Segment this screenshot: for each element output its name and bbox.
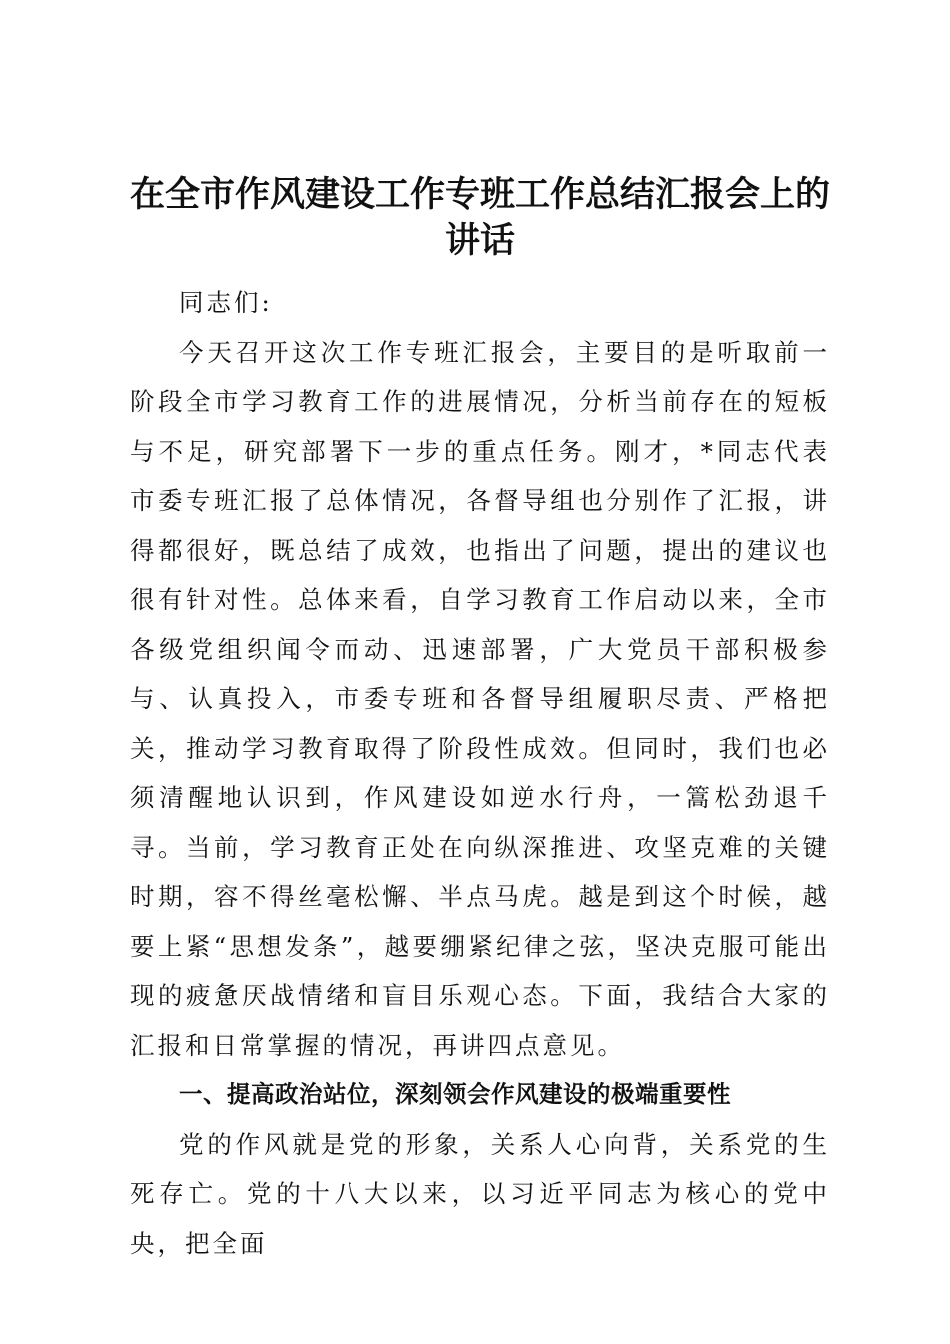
title-line-1: 在全市作风建设工作专班工作总结汇报会上的: [129, 175, 830, 215]
document-page: [130, 172, 830, 1268]
section-1-heading: 一、提高政治站位，深刻领会作风建设的极端重要性: [179, 1080, 731, 1108]
greeting: 同志们:: [179, 288, 273, 317]
title-line-2: 讲话: [444, 221, 515, 261]
document-title: [110, 172, 850, 264]
section-1-paragraph: 党的作风就是党的形象，关系人心向背，关系党的生死存亡。党的十八大以来，以习近平同志为核心的党中央，把全面: [130, 1129, 830, 1258]
intro-paragraph: 今天召开这次工作专班汇报会，主要目的是听取前一阶段全市学习教育工作的进展情况，分析当前存在的短板与不足，研究部署下一步的重点任务。刚才，*同志代表市委专班汇报了总体情况，各督导组也分别作了汇报，讲得都很好，既总结了成效，也指出了问题，提出的建议也很有针对性。总体来看，自学习教育工作启动以来，全市各级党组织闻令而动、迅速部署，广大党员干部积极参与、认真投入，市委专班和各督导组履职尽责、严格把关，推动学习教育取得了阶段性成效。但同时，我们也必须清醒地认识到，作风建设如逆水行舟，一篙松劲退千寻。当前，学习教育正处在向纵深推进、攻坚克难的关键时期，容不得丝毫松懈、半点马虎。越是到这个时候，越要上紧“思想发条”，越要绷紧纪律之弦，坚决克服可能出现的疲惫厌战情绪和盲目乐观心态。下面，我结合大家的汇报和日常掌握的情况，再讲四点意见。: [130, 337, 830, 1060]
